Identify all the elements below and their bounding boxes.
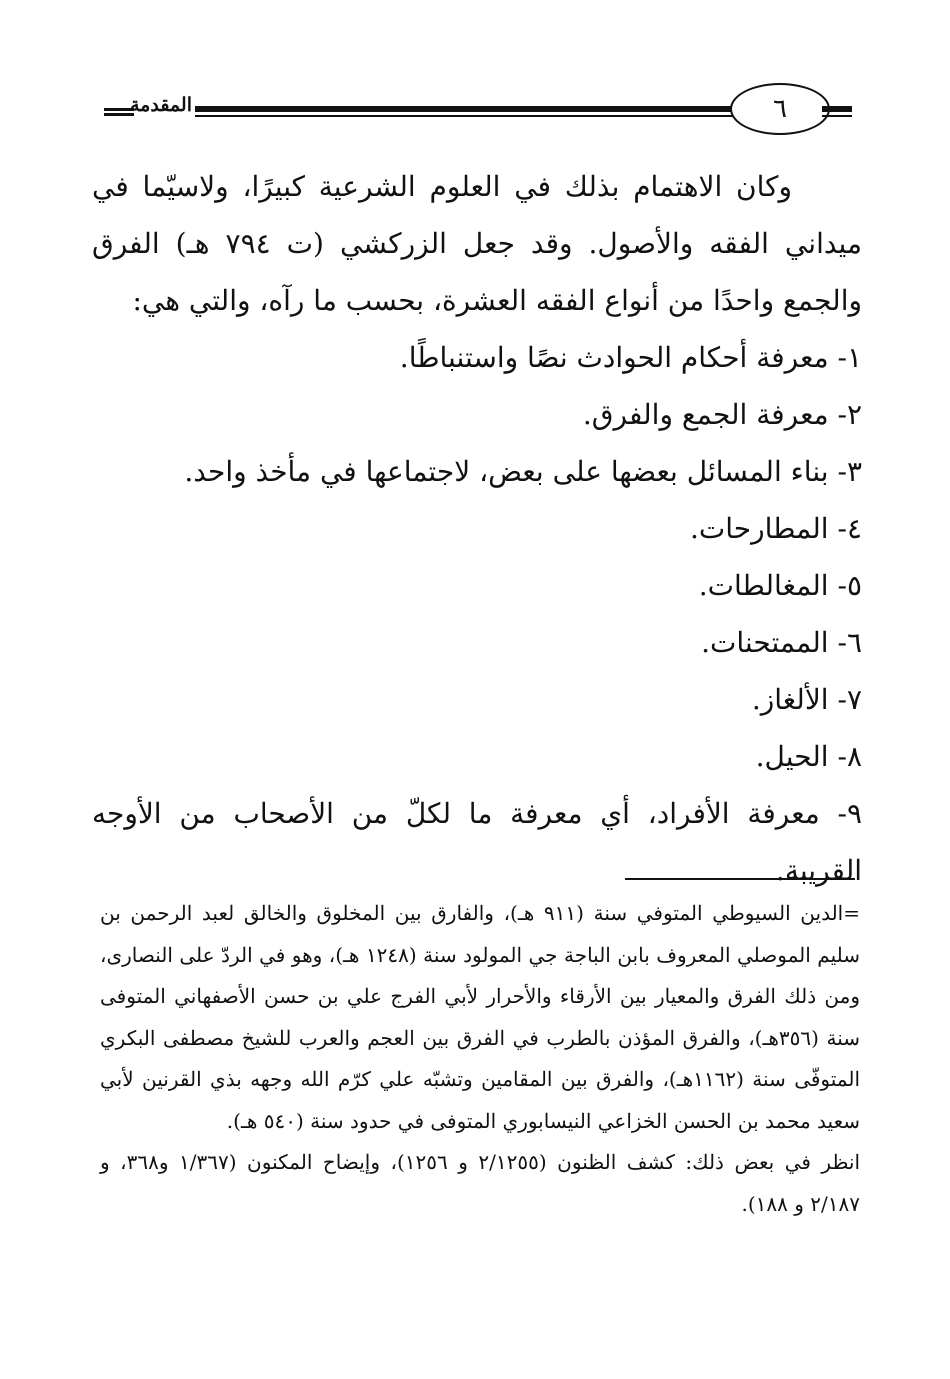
fiqh-types-list (92, 329, 862, 899)
list-item: ٢- معرفة الجمع والفرق. (582, 398, 862, 431)
page-number: ٦ (773, 94, 787, 124)
list-item: ٦- الممتحنات. (701, 626, 862, 659)
intro-paragraph: وكان الاهتمام بذلك في العلوم الشرعية كبيرًا، ولاسيّما في ميداني الفقه والأصول. وقد جعل الزركشي (ت ٧٩٤ هـ) الفرق والجمع واحدًا من أنواع الفقه العشرة، بحسب ما رآه، والتي هي: (92, 170, 862, 317)
page-number-oval (730, 83, 830, 135)
running-header (0, 80, 950, 140)
footnote-text: =الدين السيوطي المتوفي سنة (٩١١ هـ)، والفارق بين المخلوق والخالق لعبد الرحمن بن سليم الموصلي المعروف بابن الباجة جي المولود سنة (١٢٤٨ هـ)، وهو في الردّ على النصارى، ومن ذلك الفرق والمعيار بين الأرقاء والأحرار لأبي الفرج علي بن حسن الأصفهاني المتوفى سنة (٣٥٦هـ)، والفرق المؤذن بالطرب في الفرق بين العجم والعرب للشيخ مصطفى البكري المتوفّى سنة (١١٦٢هـ)، والفرق بين المقامين وتشبّه علي كرّم الله وجهه بذي القرنين لأبي سعيد محمد بن الحسن الخزاعي النيسابوري المتوفى في حدود سنة (٥٤٠ هـ). (100, 901, 861, 1133)
running-title: المقدمة (129, 94, 192, 116)
footnote (100, 893, 860, 1225)
header-rule-right (822, 106, 852, 117)
header-rule-left (195, 106, 735, 117)
footnote-separator (625, 878, 855, 880)
main-text (92, 158, 862, 899)
list-item: ٥- المغالطات. (698, 569, 862, 602)
footnote-reference: انظر في بعض ذلك: كشف الظنون (٢/١٢٥٥ و ١٢٥٦)، وإيضاح المكنون (١/٣٦٧ و٣٦٨، و ٢/١٨٧ و ١٨٨). (100, 1150, 860, 1216)
list-item: ٤- المطارحات. (689, 512, 862, 545)
list-item: ٩- معرفة الأفراد، أي معرفة ما لكلّ من الأصحاب من الأوجه القريبة. (92, 797, 862, 887)
list-item: ٧- الألغاز. (751, 683, 862, 716)
list-item: ٨- الحيل. (755, 740, 862, 773)
list-item: ٣- بناء المسائل بعضها على بعض، لاجتماعها في مأخذ واحد. (184, 455, 862, 488)
list-item: ١- معرفة أحكام الحوادث نصًا واستنباطًا. (399, 341, 862, 374)
